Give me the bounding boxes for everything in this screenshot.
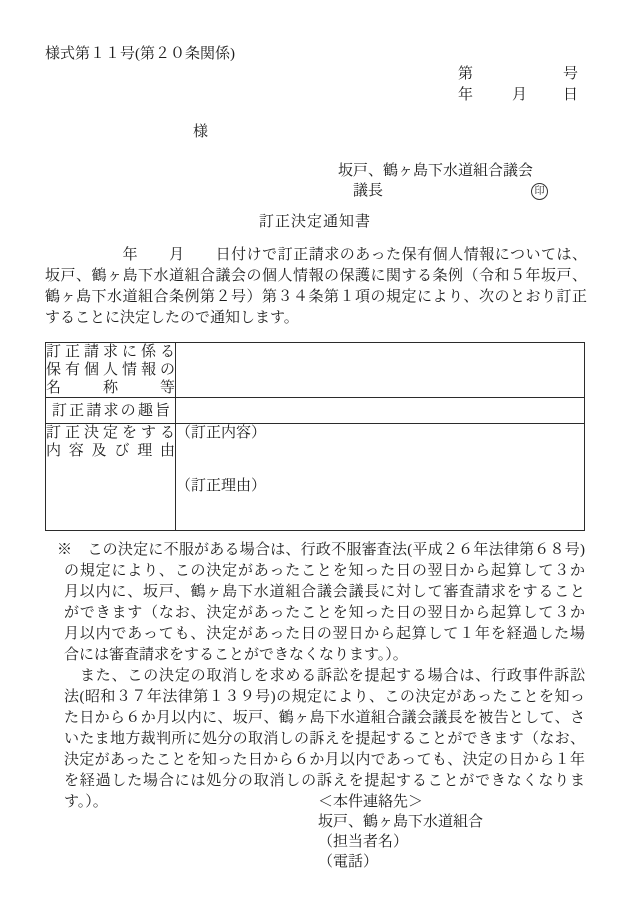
row-value-decision-content[interactable] [176, 424, 585, 531]
correction-content-marker: （訂正内容） [176, 425, 267, 441]
seal-stamp-icon: 印 [531, 183, 548, 200]
doc-number-suffix: 号 [563, 66, 579, 82]
row-label-decision-content: 訂正決定をする 内容及び理由 [46, 424, 176, 531]
date-month-label: 月 [512, 87, 528, 103]
table-row-decision [46, 424, 585, 531]
contact-phone: （電話） [318, 854, 379, 870]
document-title: 訂正決定通知書 [258, 214, 371, 230]
doc-number-prefix: 第 [458, 66, 474, 82]
row-label-request-purport: 訂正請求の趣旨 [46, 398, 176, 424]
row-value-request-purport[interactable] [176, 398, 585, 424]
contact-header: ＜本件連絡先＞ [318, 794, 424, 810]
sender-org: 坂戸、鶴ヶ島下水道組合議会 [338, 163, 534, 179]
contact-org: 坂戸、鶴ヶ島下水道組合 [318, 814, 484, 830]
correction-reason-marker: （訂正理由） [176, 478, 267, 494]
sender-title: 議長 [353, 183, 384, 199]
decision-table [45, 342, 585, 531]
note-lawsuit-paragraph: また、この決定の取消しを求める訴訟を提起する場合は、行政事件訴訟 法(昭和３７年法律第１３９号)の規定により、この決定があったことを知っ た日から６か月以内に、坂戸、鶴ヶ島下水道組合議会議長を被告として、さ いたま地方裁判所に処分の取消しの訴えを提起することができます（なお、 決定があったことを知った日から６か月以内であっても、決定の日から１年 を経過した場合には処分の取消しの訴えを提起することができなくなりま す。）。 [64, 668, 585, 810]
body-paragraph: 年 月 日付けで訂正請求のあった保有個人情報については、 坂戸、鶴ヶ島下水道組合議会の個人情報の保護に関する条例（令和５年坂戸、 鶴ヶ島下水道組合条例第２号）第３４条第１項の規定により、次のとおり訂正 することに決定したので通知します。 [45, 247, 587, 326]
table-row-name [46, 343, 585, 398]
addressee-suffix: 様 [193, 124, 209, 140]
date-day-label: 日 [563, 87, 579, 103]
contact-person: （担当者名） [318, 834, 409, 850]
form-number: 様式第１１号(第２０条関係) [45, 46, 235, 62]
table-row-purport [46, 398, 585, 424]
notes-section [57, 540, 585, 813]
note-appeal-paragraph: ※ この決定に不服がある場合は、行政不服審査法(平成２６年法律第６８号) の規定により、この決定があったことを知った日の翌日から起算して３か 月以内に、坂戸、鶴ヶ島下水道組合議会議長に対して審査請求をすること ができます（なお、決定があったことを知った日の翌日から起算して３か 月以内であっても、決定があった日の翌日から起算して１年を経過した場 合には審査請求をすることができなくなります。）。 [57, 542, 585, 663]
contact-block [318, 792, 483, 872]
row-label-held-info-name: 訂正請求に係る 保有個人情報の 名称等 [46, 344, 175, 396]
date-year-label: 年 [458, 87, 474, 103]
row-value-held-info-name[interactable] [176, 343, 585, 398]
